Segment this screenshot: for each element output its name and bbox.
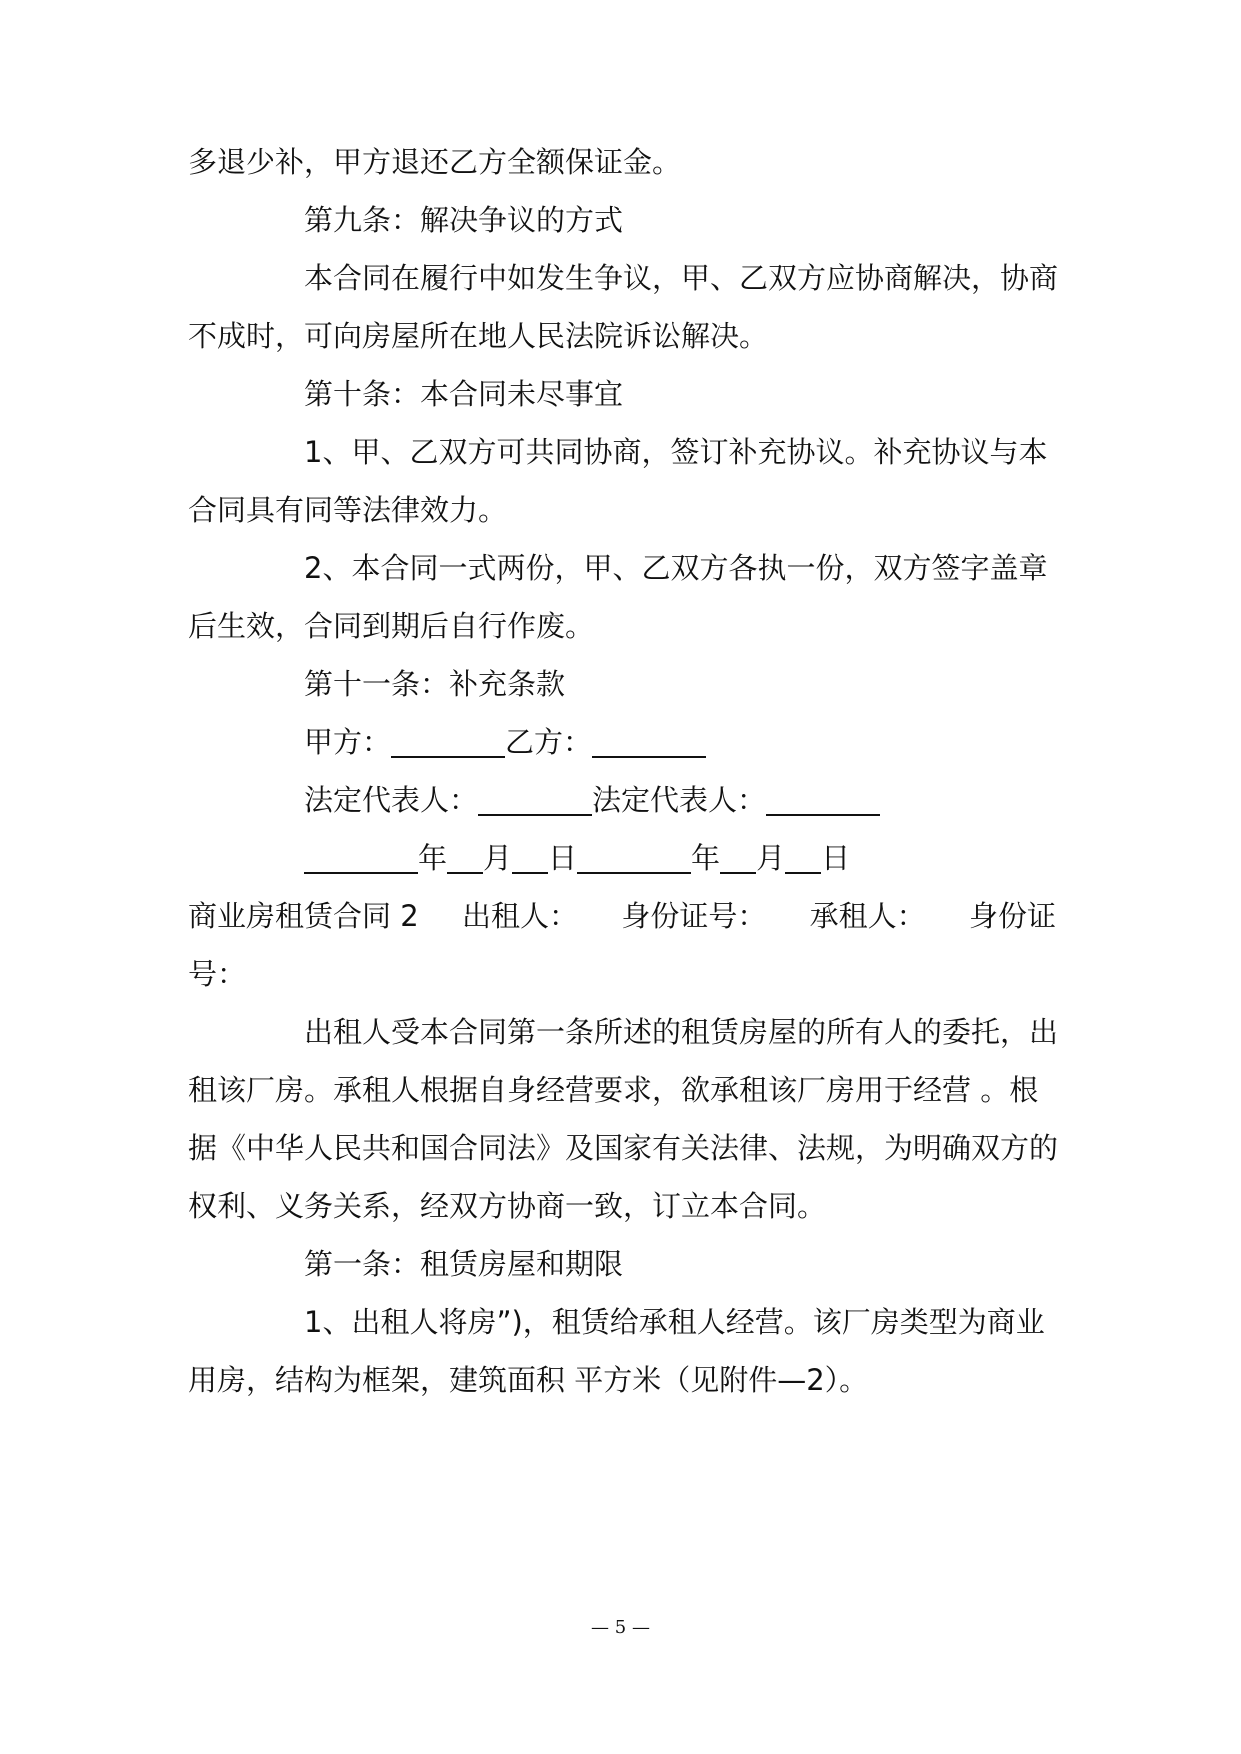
month-label: 月 xyxy=(483,841,513,875)
month-blank xyxy=(447,842,483,874)
month-label: 月 xyxy=(756,841,786,875)
lessor-id-label: 身份证号： xyxy=(621,899,767,933)
paragraph-line: 多退少补，甲方退还乙方全额保证金。 xyxy=(188,145,682,179)
party-signature-line xyxy=(304,722,706,762)
paragraph-line: 据《中华人民共和国合同法》及国家有关法律、法规，为明确双方的 xyxy=(188,1131,1059,1165)
paragraph-line: 租该厂房。承租人根据自身经营要求，欲承租该厂房用于经营 。根 xyxy=(188,1073,1039,1107)
contract2-header-line xyxy=(188,896,1056,936)
paragraph-line: 后生效，合同到期后自行作废。 xyxy=(188,609,595,643)
paragraph-line: 1、出租人将房”)，租赁给承租人经营。该厂房类型为商业 xyxy=(304,1305,1045,1339)
day-label: 日 xyxy=(548,841,578,875)
day-blank xyxy=(785,842,821,874)
section-heading-article-11: 第十一条：补充条款 xyxy=(304,667,566,701)
paragraph-line: 用房，结构为框架，建筑面积 平方米（见附件—2）。 xyxy=(188,1363,869,1397)
party-b-label: 乙方： xyxy=(505,725,593,759)
contract2-title: 商业房租赁合同 2 xyxy=(188,899,419,933)
paragraph-line: 不成时，可向房屋所在地人民法院诉讼解决。 xyxy=(188,319,769,353)
year-blank xyxy=(577,842,691,874)
section-heading-article-10: 第十条：本合同未尽事宜 xyxy=(304,377,624,411)
page-number: — 5 — xyxy=(591,1617,650,1638)
paragraph-line: 本合同在履行中如发生争议，甲、乙双方应协商解决，协商 xyxy=(304,261,1059,295)
paragraph-line: 合同具有同等法律效力。 xyxy=(188,493,508,527)
day-label: 日 xyxy=(821,841,851,875)
paragraph-line: 1、甲、乙双方可共同协商，签订补充协议。补充协议与本 xyxy=(304,435,1048,469)
legal-rep-b-blank xyxy=(766,784,880,816)
year-label: 年 xyxy=(691,841,721,875)
lessee-id-label-continued: 号： xyxy=(188,957,247,991)
day-blank xyxy=(512,842,548,874)
party-b-blank xyxy=(592,726,706,758)
paragraph-line: 2、本合同一式两份，甲、乙双方各执一份，双方签字盖章 xyxy=(304,551,1048,585)
lessor-label: 出租人： xyxy=(461,899,578,933)
lessee-id-label: 身份证 xyxy=(968,899,1056,933)
year-label: 年 xyxy=(418,841,448,875)
legal-rep-a-label: 法定代表人： xyxy=(304,783,479,817)
month-blank xyxy=(720,842,756,874)
year-blank xyxy=(304,842,418,874)
legal-rep-signature-line xyxy=(304,780,880,820)
legal-rep-a-blank xyxy=(478,784,592,816)
date-signature-line xyxy=(304,838,850,878)
lessee-label: 承租人： xyxy=(809,899,926,933)
legal-rep-b-label: 法定代表人： xyxy=(592,783,767,817)
section-heading-article-9: 第九条：解决争议的方式 xyxy=(304,203,624,237)
party-a-blank xyxy=(391,726,505,758)
section-heading-article-1: 第一条：租赁房屋和期限 xyxy=(304,1247,624,1281)
paragraph-line: 权利、义务关系，经双方协商一致，订立本合同。 xyxy=(188,1189,827,1223)
paragraph-line: 出租人受本合同第一条所述的租赁房屋的所有人的委托，出 xyxy=(304,1015,1059,1049)
party-a-label: 甲方： xyxy=(304,725,392,759)
